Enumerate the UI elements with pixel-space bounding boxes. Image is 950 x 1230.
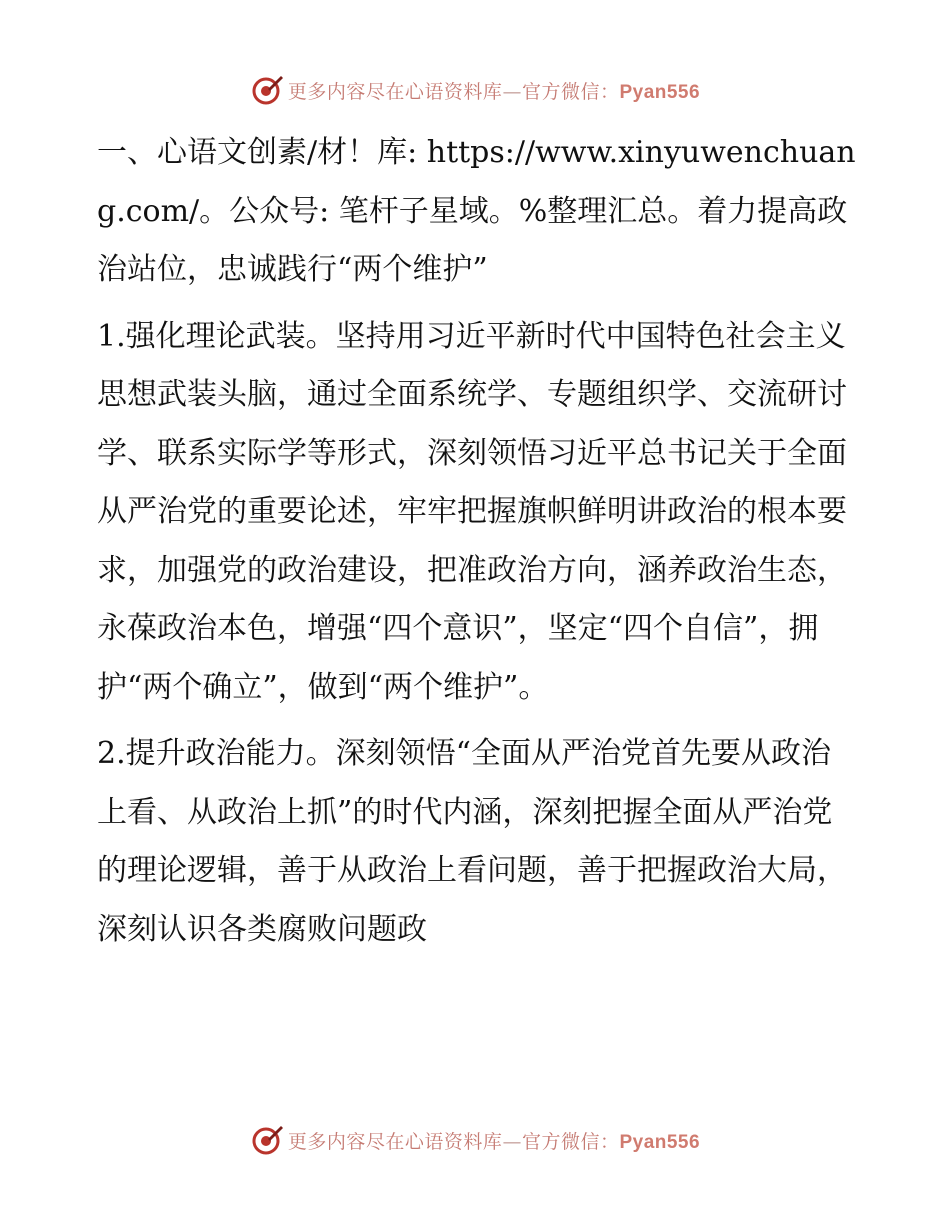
footer-watermark-banner: [0, 1122, 950, 1158]
brush-logo-icon: [250, 1123, 284, 1157]
brush-logo-icon: [250, 73, 284, 107]
paragraph-2: 2.提升政治能力。深刻领悟“全面从严治党首先要从政治上看、从政治上抓”的时代内涵，深刻把握全面从严治党的理论逻辑，善于从政治上看问题，善于把握政治大局，深刻认识各类腐败问题政: [97, 736, 847, 947]
document-body: [97, 124, 857, 959]
header-watermark-banner: [0, 72, 950, 108]
watermark-text: 更多内容尽在心语资料库—官方微信：Pyan556: [287, 1130, 701, 1153]
watermark-text: 更多内容尽在心语资料库—官方微信：Pyan556: [287, 80, 701, 103]
paragraph-1: 1.强化理论武装。坚持用习近平新时代中国特色社会主义思想武装头脑，通过全面系统学、专题组织学、交流研讨学、联系实际学等形式，深刻领悟习近平总书记关于全面从严治党的重要论述，牢牢把握旗帜鲜明讲政治的根本要求，加强党的政治建设，把准政治方向，涵养政治生态，永葆政治本色，增强“四个意识”，坚定“四个自信”，拥护“两个确立”，做到“两个维护”。: [97, 318, 847, 705]
section-heading: 一、心语文创素/材！库: https://www.xinyuwenchuang.com/。公众号: 笔杆子星域。%整理汇总。着力提高政治站位，忠诚践行“两个维护”: [97, 135, 856, 287]
